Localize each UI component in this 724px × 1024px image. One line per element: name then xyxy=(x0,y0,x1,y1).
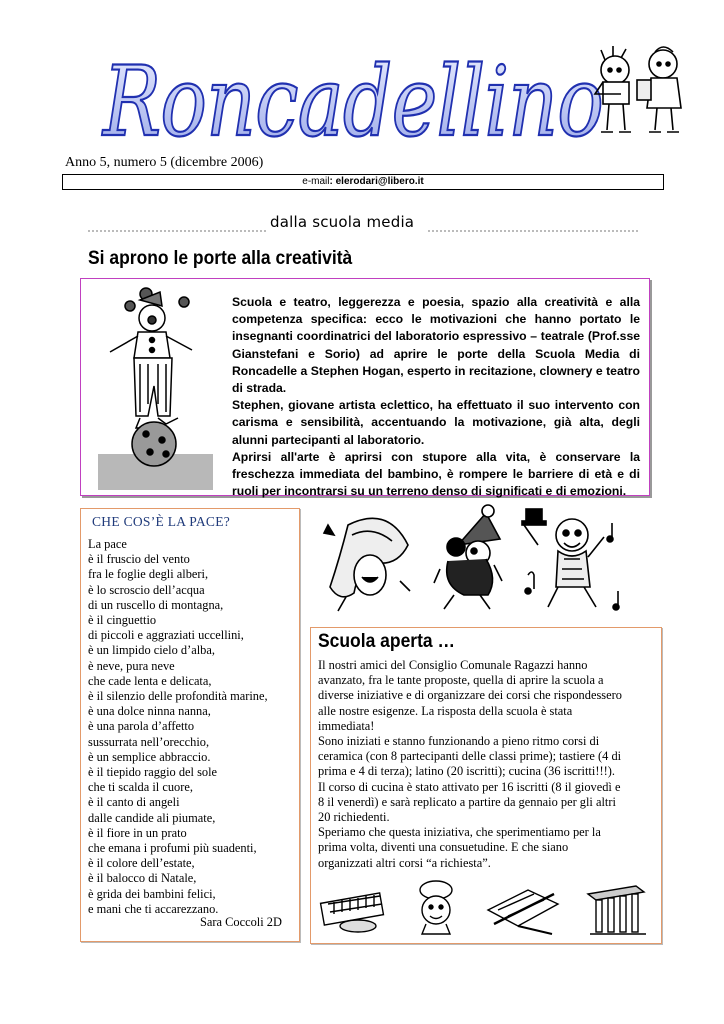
kids-reading-illustration xyxy=(585,40,695,145)
poem-line: è il fruscio del vento xyxy=(88,552,190,567)
scuola-aperta-body xyxy=(318,658,654,871)
scuola-line: alle nostre esigenze. La risposta della scuola è stata xyxy=(318,703,573,718)
poem-line: è una dolce ninna nanna, xyxy=(88,704,211,719)
poem-line: è il silenzio delle profondità marine, xyxy=(88,689,268,704)
cartoon-characters-illustration xyxy=(308,505,638,625)
scuola-line: ceramica (con 8 partecipanti delle classi prime); tastiere (4 di xyxy=(318,749,622,764)
poem-line: è grida dei bambini felici, xyxy=(88,886,216,901)
email-address[interactable]: : elerodari@libero.it xyxy=(329,176,424,187)
scuola-aperta-title: Scuola aperta … xyxy=(318,631,455,652)
article-paragraph: Stephen, giovane artista eclettico, ha effettuato il suo intervento con carisma e sensibilità, accentuando la motivazione, già alta, degli alunni partecipanti al laboratorio. xyxy=(232,398,640,447)
poem-line: è neve, pura neve xyxy=(88,658,175,673)
poem-line: fra le foglie degli alberi, xyxy=(88,567,209,582)
masthead-logo xyxy=(95,40,615,160)
poem-line: è un semplice abbraccio. xyxy=(88,749,211,764)
poem-line: dalle candide ali piumate, xyxy=(88,810,216,825)
poem-line: è il balocco di Natale, xyxy=(88,871,197,886)
poem-line: La pace xyxy=(88,537,127,551)
poem-line: che emana i profumi più suadenti, xyxy=(88,841,257,856)
article-paragraph: Aprirsi all'arte è aprirsi con stupore alla vita, è conservare la freschezza immediata del bambino, è rompere le barriere di età e di ruoli per incontrarsi su un terreno denso di significati e di emozioni. xyxy=(232,449,640,499)
scuola-line: prima volta, diventi una consuetudine. E che siano xyxy=(318,840,569,855)
article-body xyxy=(232,294,640,500)
issue-line: Anno 5, numero 5 (dicembre 2006) xyxy=(65,155,264,170)
scuola-line: Il corso di cucina è stato attivato per 16 iscritti (8 il giovedì e xyxy=(318,779,621,794)
poem-line: che cade lenta e delicata, xyxy=(88,673,212,688)
poem-line: è il canto di angeli xyxy=(88,795,180,810)
poem-line: è il tiepido raggio del sole xyxy=(88,765,218,780)
juggler-clown-illustration xyxy=(86,284,216,492)
scuola-line: 20 richiedenti. xyxy=(318,810,390,825)
scuola-line: avanzato, fra le tante proposte, quella di aprire la scuola a xyxy=(318,673,604,688)
poem-line: di un ruscello di montagna, xyxy=(88,597,224,612)
poem-line: e mani che ti accarezzano. xyxy=(88,901,219,916)
poem-line: è il fiore in un prato xyxy=(88,825,187,840)
scuola-line: Il nostri amici del Consiglio Comunale Ragazzi hanno xyxy=(318,658,588,672)
poem-author: Sara Coccoli 2D xyxy=(200,915,282,929)
masthead-title: Roncadellino xyxy=(101,46,603,158)
section-title: dalla scuola media xyxy=(270,213,415,231)
poem-title: CHE COS’È LA PACE? xyxy=(92,514,231,529)
poem-line: sussurrata nell’orecchio, xyxy=(88,734,210,749)
email-label: e-mail xyxy=(302,176,330,187)
poem-line: è una parola d’affetto xyxy=(88,719,195,734)
scuola-line: organizzati altri corsi “a richiesta”. xyxy=(318,855,491,870)
article-paragraph: Scuola e teatro, leggerezza e poesia, spazio alla creatività e alla competenza specifica: ecco le motivazioni che hanno portato le insegnanti coordinatrici del laboratorio espressivo – teatrale (Prof.sse Gianstefani e Sorio) ad aprire le porte della Scuola Media di Roncadelle a Stephen Hogan, esperto in recitazione, clownery e teatro di strada. xyxy=(232,295,640,396)
scuola-line: diverse iniziative e di organizzare dei corsi che rispondessero xyxy=(318,688,622,703)
scuola-line: immediata! xyxy=(318,718,375,733)
scuola-line: Speriamo che questa iniziativa, che sperimentiamo per la xyxy=(318,825,601,840)
poem-line: è il colore dell’estate, xyxy=(88,856,195,871)
section-divider-left xyxy=(88,230,266,232)
poem-line: è un limpido cielo d’alba, xyxy=(88,643,215,658)
poem-body xyxy=(88,537,293,917)
poem-line: è lo scroscio dell’acqua xyxy=(88,582,205,597)
poem-line: che ti scalda il cuore, xyxy=(88,780,193,795)
scuola-line: 8 il venerdì) e sarà replicato a partire da gennaio per gli altri xyxy=(318,794,616,809)
section-divider-right xyxy=(428,230,638,232)
course-icons-illustration xyxy=(318,880,658,938)
scuola-line: prima e 4 di terza); latino (20 iscritti); cucina (36 iscritti!!!). xyxy=(318,764,615,779)
scuola-line: Sono iniziati e stanno funzionando a pieno ritmo corsi di xyxy=(318,734,600,749)
poem-line: di piccoli e aggraziati uccellini, xyxy=(88,628,244,643)
email-bar xyxy=(62,174,664,190)
article-headline: Si aprono le porte alla creatività xyxy=(88,248,353,269)
poem-line: è il cinguettio xyxy=(88,613,157,628)
